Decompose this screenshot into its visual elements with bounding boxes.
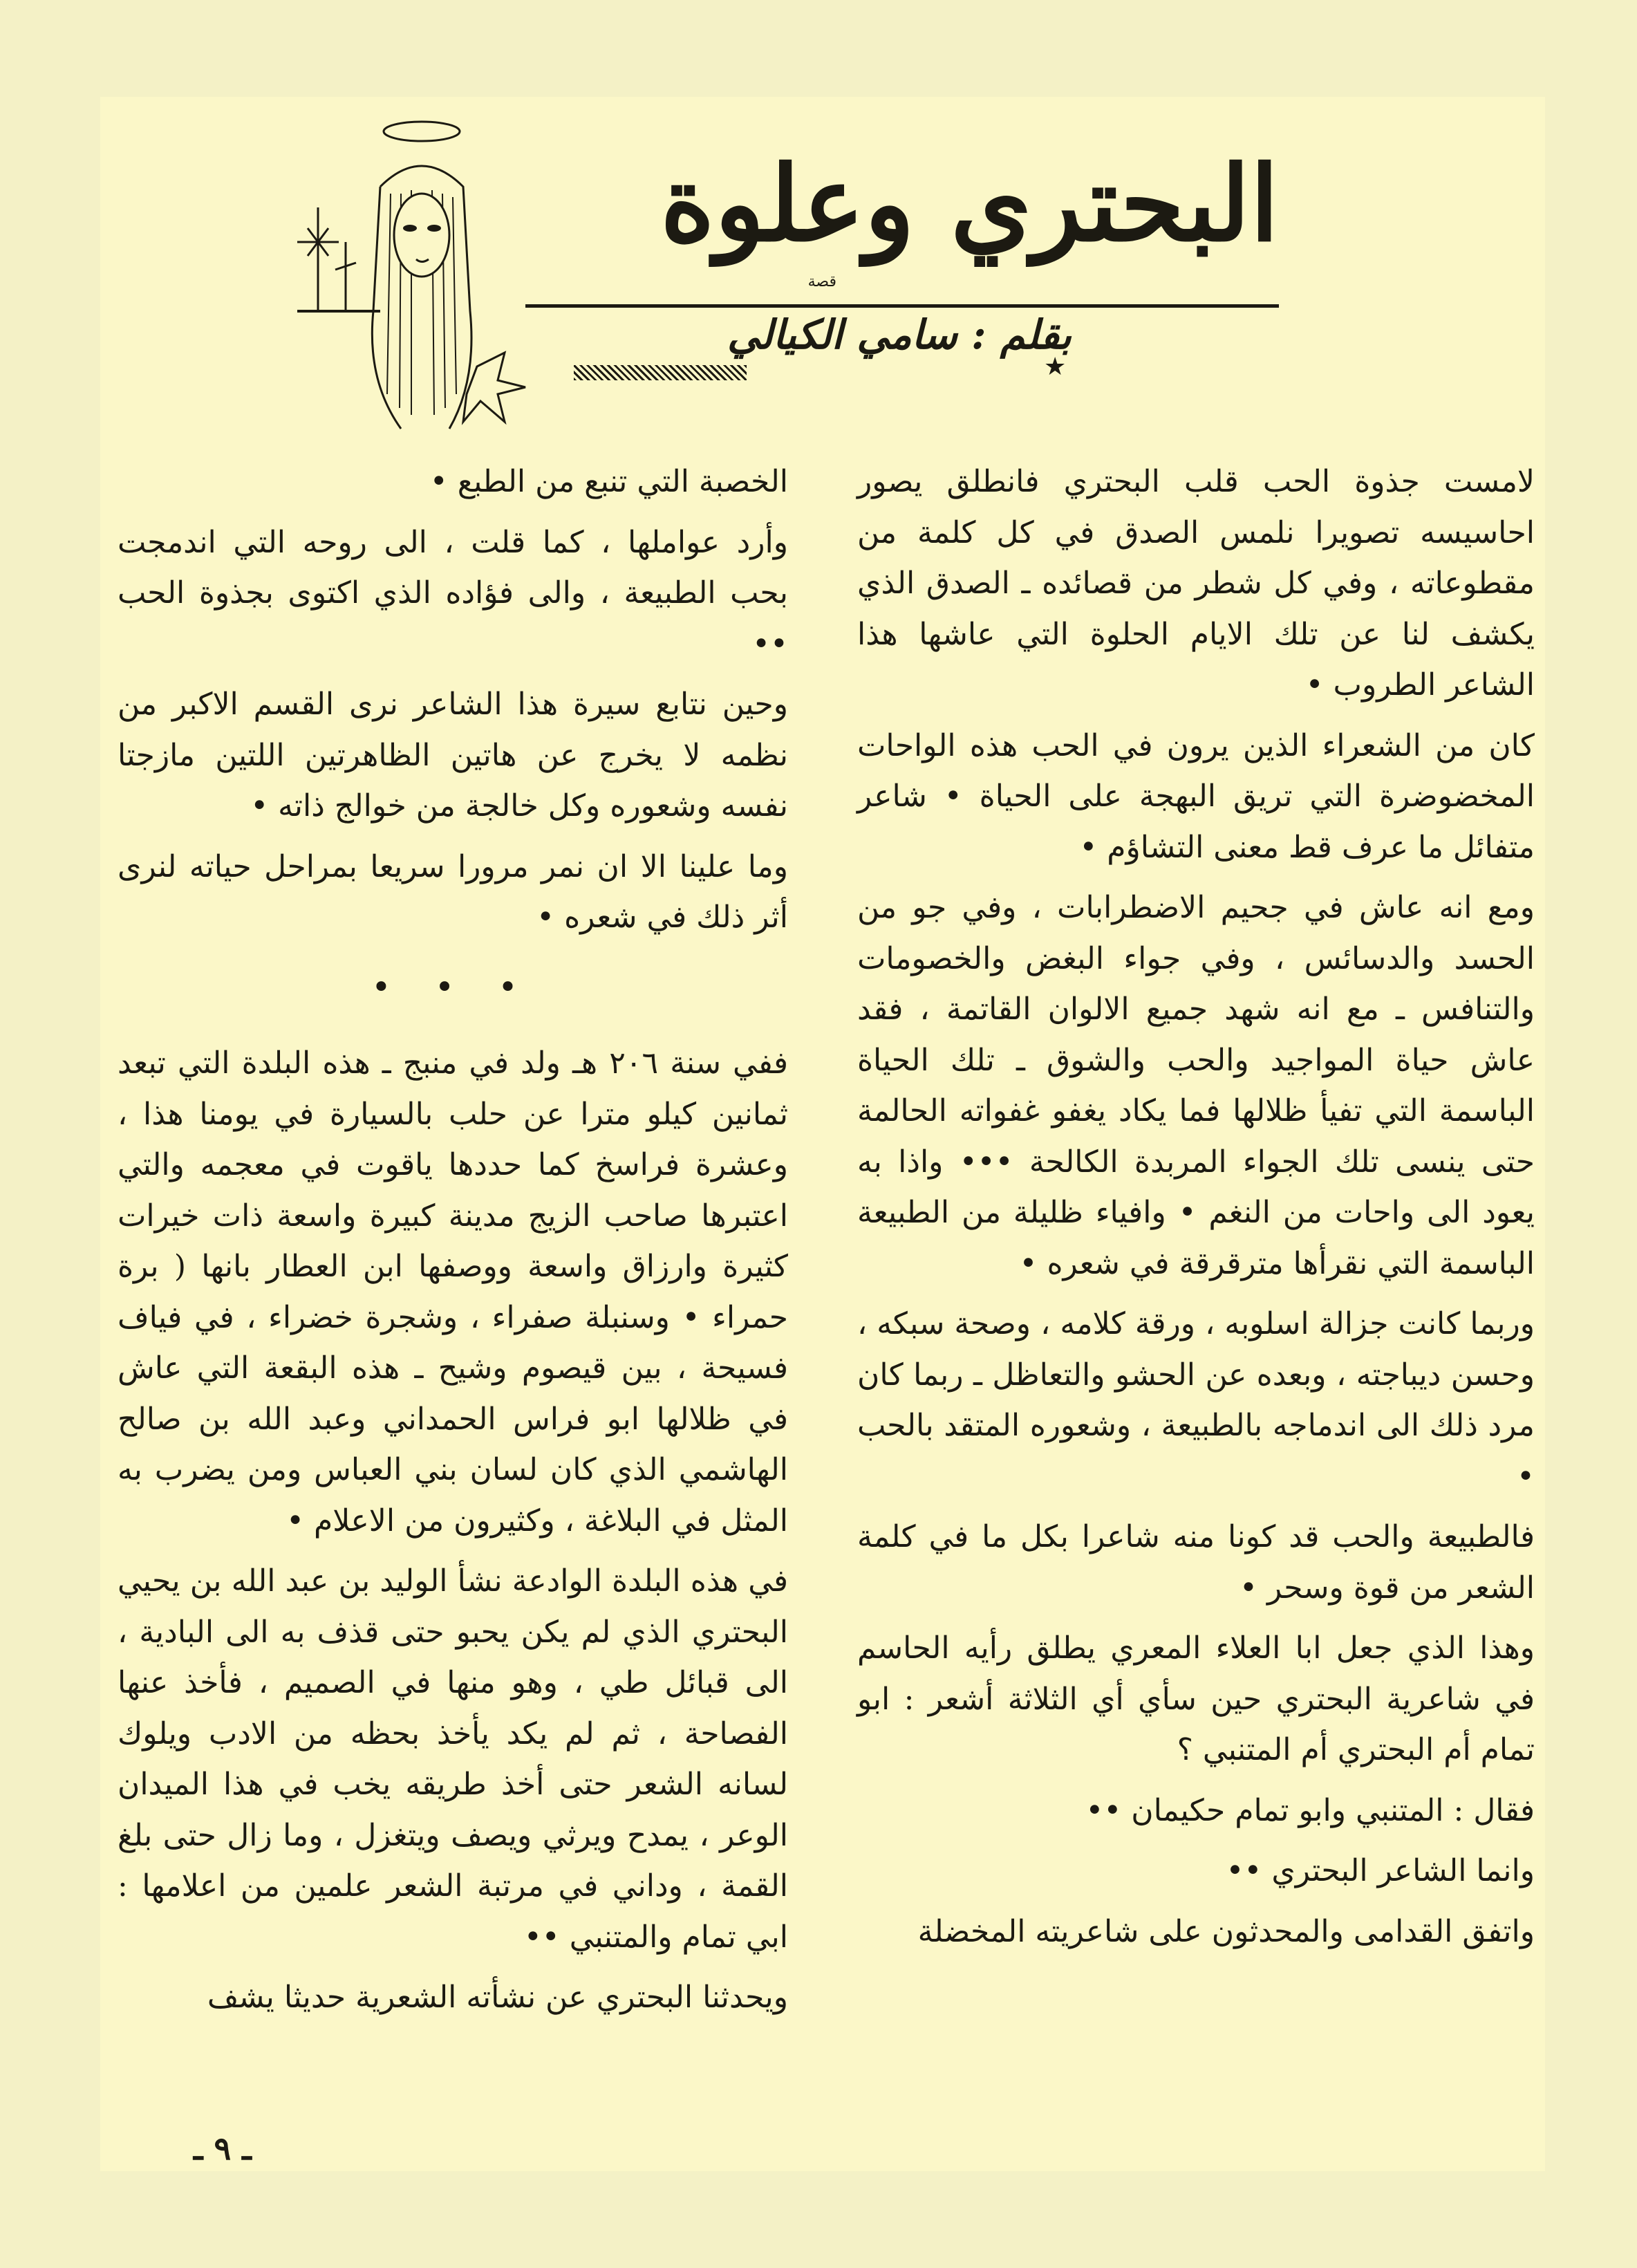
page-number: ـ ٩ ـ bbox=[194, 2130, 252, 2167]
paragraph: وأرد عواملها ، كما قلت ، الى روحه التي اندمجت بحب الطبيعة ، والى فؤاده الذي اكتوى بجذوة الحب •• bbox=[118, 524, 788, 662]
paragraph: كان من الشعراء الذين يرون في الحب هذه الواحات المخضوضرة التي تريق البهجة على الحياة • شاعر متفائل ما عرف قط معنى التشاؤم • bbox=[857, 727, 1535, 865]
left-column bbox=[118, 456, 788, 2033]
paragraph: ففي سنة ٢٠٦ هـ ولد في منبج ـ هذه البلدة التي تبعد ثمانين كيلو مترا عن حلب بالسيارة في يومنا هذا ، وعشرة فراسخ كما حددها ياقوت في معجمه والتي اعتبرها صاحب الزيج مدينة كبيرة واسعة ذات خيرات كثيرة وارزاق واسعة ووصفها ابن العطار بانها ( برة حمراء • وسنبلة صفراء ، وشجرة خضراء ، في فياف فسيحة ، بين قيصوم وشيح ـ هذه البقعة التي عاش في ظلالها ابو فراس الحمداني وعبد الله بن صالح الهاشمي الذي كان لسان بني العباس ومن يضرب به المثل في البلاغة ، وكثيرون من الاعلام • bbox=[118, 1045, 789, 1539]
star-ornament: ★ bbox=[1044, 353, 1067, 381]
title-small-caption: قصة bbox=[807, 273, 836, 290]
paragraph: ويحدثنا البحتري عن نشأته الشعرية حديثا يشف bbox=[207, 1980, 788, 2015]
section-separator: • • • bbox=[371, 967, 534, 1007]
author-byline: بقلم : سامي الكيالي bbox=[727, 311, 1072, 358]
byline-hatch bbox=[574, 365, 747, 380]
paragraph: فالطبيعة والحب قد كونا منه شاعرا بكل ما في كلمة الشعر من قوة وسحر • bbox=[857, 1519, 1535, 1606]
paragraph: وحين نتابع سيرة هذا الشاعر نرى القسم الاكبر من نظمه لا يخرج عن هاتين الظاهرتين اللتين مازجتا نفسه وشعوره وكل خالجة من خوالج ذاته • bbox=[118, 687, 788, 824]
paragraph: ومع انه عاش في جحيم الاضطرابات ، وفي جو من الحسد والدسائس ، وفي جواء البغض والخصومات والتنافس ـ مع انه شهد جميع الالوان القاتمة ، فقد عاش حياة المواجيد والحب والشوق ـ تلك الحياة الباسمة التي تفيأ ظلالها فما يكاد يغفو غفواته الحالمة حتى ينسى تلك الجواء المربدة الكالحة ••• واذا به يعود الى واحات من النغم • وافياء ظليلة من الطبيعة الباسمة التي نقرأها مترقرقة في شعره • bbox=[857, 890, 1535, 1281]
paragraph: وانما الشاعر البحتري •• bbox=[1226, 1853, 1535, 1888]
paragraph: فقال : المتنبي وابو تمام حكيمان •• bbox=[1085, 1792, 1535, 1828]
paragraph: واتفق القدامى والمحدثون على شاعريته المخضلة bbox=[917, 1913, 1535, 1949]
article-header bbox=[297, 111, 1279, 443]
angel-illustration bbox=[297, 104, 546, 436]
paragraph: في هذه البلدة الوادعة نشأ الوليد بن عبد الله بن يحيي البحتري الذي لم يكن يحبو حتى قذف به الى البادية ، الى قبائل طي ، وهو منها في الصميم ، فأخذ عنها الفصاحة ، ثم لم يكد يأخذ بحظه من الادب ويلوك لسانه الشعر حتى أخذ طريقه يخب في هذا الميدان الوعر ، يمدح ويرثي ويصف ويتغزل ، وما زال حتى بلغ القمة ، وداني في مرتبة الشعر علمين من اعلامها : ابي تمام والمتنبي •• bbox=[118, 1563, 788, 1955]
title-underline bbox=[525, 304, 1279, 308]
paragraph: وما علينا الا ان نمر مرورا سريعا بمراحل حياته لنرى أثر ذلك في شعره • bbox=[118, 848, 788, 935]
paragraph: وهذا الذي جعل ابا العلاء المعري يطلق رأيه الحاسم في شاعرية البحتري حين سأي أي الثلاثة أشعر : ابو تمام أم البحتري أم المتنبي ؟ bbox=[857, 1630, 1535, 1767]
paragraph: الخصبة التي تنبع من الطبع • bbox=[429, 464, 788, 499]
paragraph: لامست جذوة الحب قلب البحتري فانطلق يصور احاسيسه تصويرا نلمس الصدق في كل كلمة من مقطوعاته ، وفي كل شطر من قصائده ـ الصدق الذي يكشف لنا عن تلك الايام الحلوة التي عاشها هذا الشاعر الطروب • bbox=[857, 464, 1535, 703]
right-column bbox=[857, 456, 1535, 1967]
article-title: البحتري وعلوة bbox=[660, 143, 1279, 265]
paragraph: وربما كانت جزالة اسلوبه ، ورقة كلامه ، وصحة سبكه ، وحسن ديباجته ، وبعده عن الحشو والتعاظل ـ ربما كان مرد ذلك الى اندماجه بالطبيعة ، وشعوره المتقد بالحب • bbox=[857, 1306, 1535, 1494]
